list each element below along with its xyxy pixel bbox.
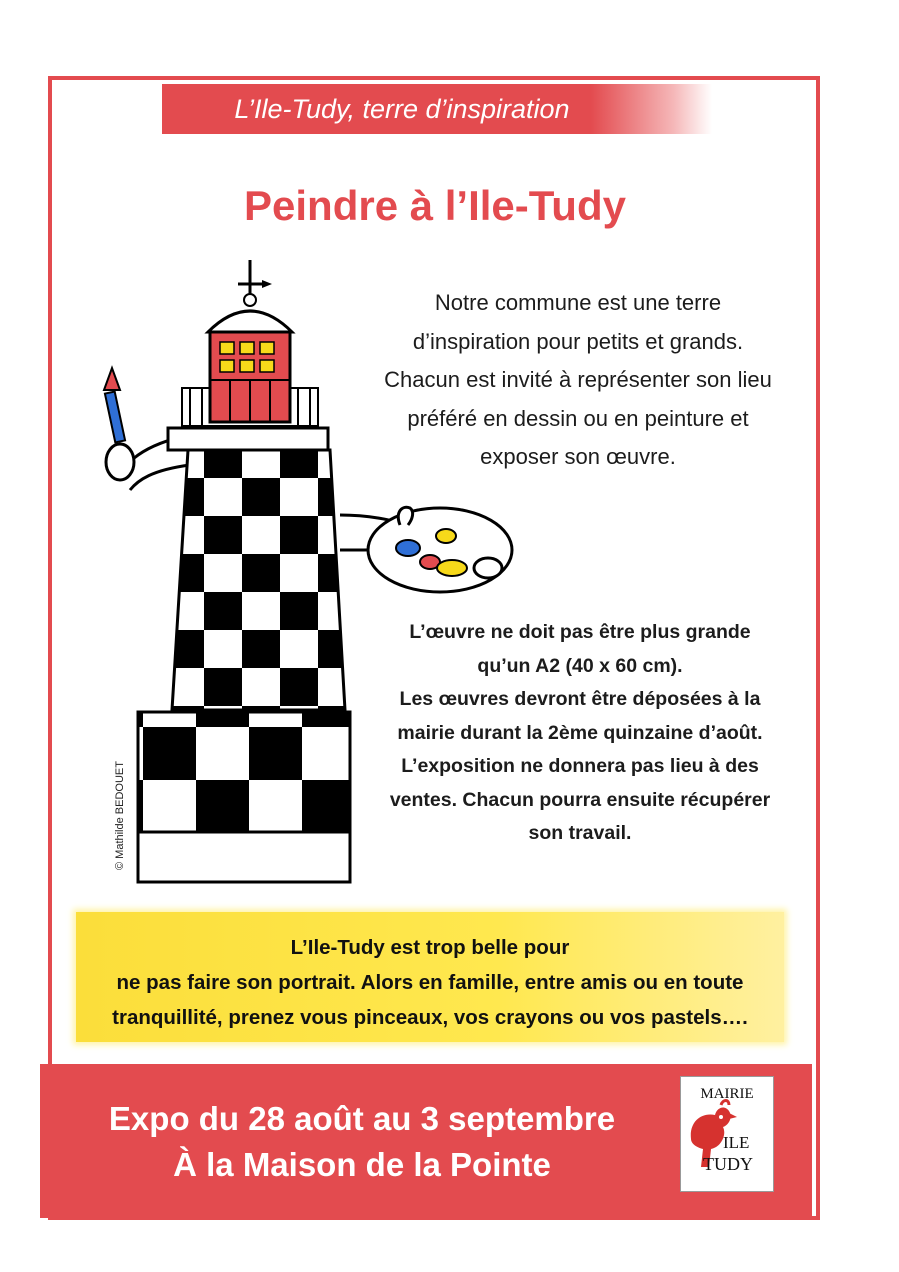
intro-line: d’inspiration pour petits et grands.	[412, 328, 744, 354]
footer-banner	[40, 1064, 812, 1218]
callout-box	[76, 912, 784, 1042]
callout-line: ne pas faire son portrait. Alors en famille, entre amis ou en toute	[116, 971, 744, 994]
intro-line: préféré en dessin ou en peinture et	[407, 405, 749, 431]
rules-line: Les œuvres devront être déposées à la	[399, 688, 761, 710]
intro-line: exposer son œuvre.	[480, 444, 676, 469]
rules-line: son travail.	[528, 822, 632, 844]
callout-line: L’Ile-Tudy est trop belle pour	[290, 936, 570, 959]
expo-info	[48, 1096, 676, 1188]
intro-line: Notre commune est une terre	[434, 290, 722, 315]
rules-line: mairie durant la 2ème quinzaine d’août.	[397, 721, 763, 744]
logo-tudy-text: TUDY	[703, 1154, 753, 1174]
rules-line: ventes. Chacun pourra ensuite récupérer	[389, 788, 771, 811]
rules-line: L’œuvre ne doit pas être plus grande	[409, 621, 751, 643]
illustration-credit: © Mathilde BEDOUET	[114, 761, 126, 870]
logo-ile-text: ILE	[723, 1133, 750, 1152]
rules-paragraph	[360, 616, 800, 851]
header-banner	[162, 84, 712, 134]
expo-location: À la Maison de la Pointe	[173, 1146, 551, 1183]
intro-line: Chacun est invité à représenter son lieu	[384, 367, 772, 392]
callout-line: tranquillité, prenez vous pinceaux, vos crayons ou vos pastels….	[112, 1006, 748, 1029]
rules-line: L’exposition ne donnera pas lieu à des	[401, 755, 759, 777]
mairie-logo	[680, 1076, 774, 1192]
expo-dates: Expo du 28 août au 3 septembre	[108, 1100, 616, 1137]
page-title: Peindre à l’Ile-Tudy	[244, 182, 626, 229]
logo-mairie-text: MAIRIE	[700, 1086, 754, 1102]
rules-line: qu’un A2 (40 x 60 cm).	[477, 654, 683, 677]
header-banner-text: L’Ile-Tudy, terre d’inspiration	[234, 93, 570, 124]
